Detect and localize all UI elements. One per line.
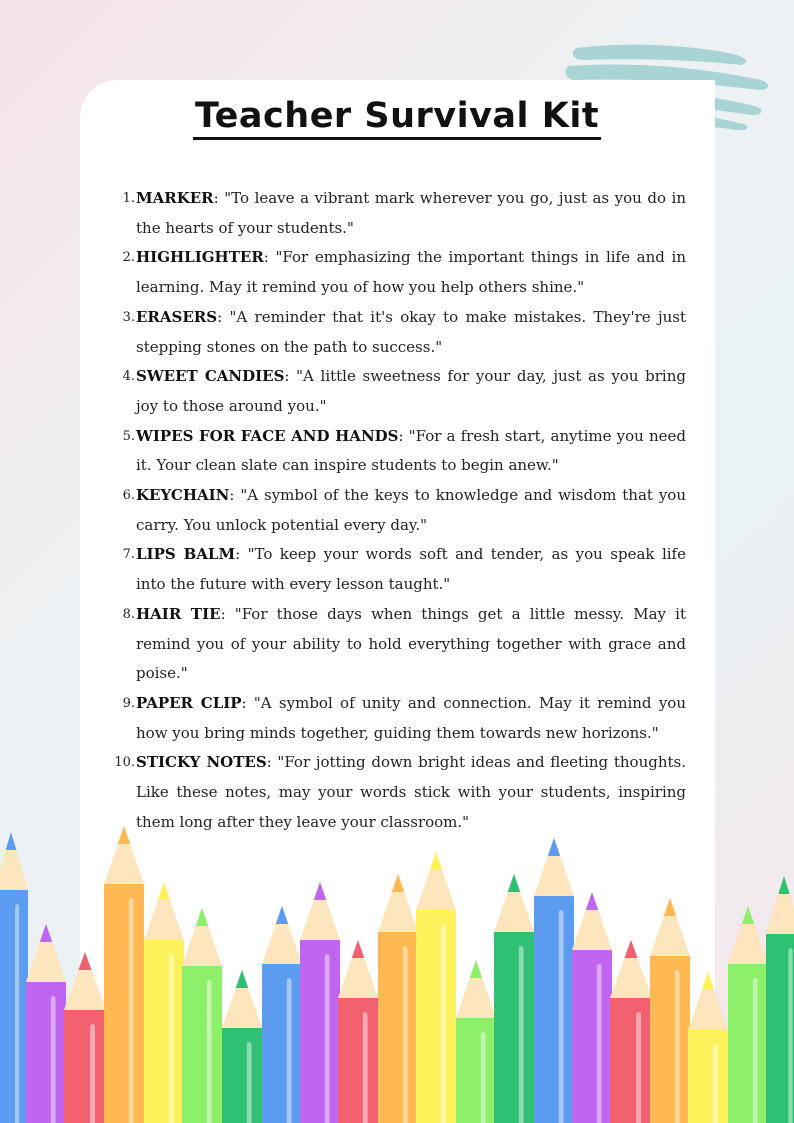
pencil-icon (416, 852, 456, 1123)
item-term: PAPER CLIP (136, 693, 242, 712)
pencil-icon (766, 876, 794, 1123)
pencil-icon (494, 874, 534, 1123)
item-term: ERASERS (136, 307, 218, 326)
item-term: MARKER (136, 189, 214, 207)
item-number: 7. (122, 547, 135, 563)
pencil-icon (650, 898, 690, 1123)
list-item (108, 540, 686, 599)
pencil-icon (262, 906, 302, 1123)
pencil-icon (378, 874, 418, 1123)
item-term: WIPES FOR FACE AND HANDS (136, 426, 399, 445)
pencil-icon (0, 832, 28, 1123)
pencil-icon (572, 892, 612, 1123)
pencil-icon (456, 960, 496, 1123)
pencil-icon (534, 838, 574, 1123)
pencil-icon (688, 972, 728, 1123)
item-description: : "For emphasizing the important things in life and in learning. May it remind you of how you help others shine." (136, 248, 686, 297)
list-item (108, 184, 686, 243)
item-number: 2. (122, 250, 135, 266)
item-number: 6. (122, 488, 135, 504)
pencil-icon (300, 882, 340, 1123)
item-description: : "For those days when things get a little messy. May it remind you of your ability to hold everything together with grace and poise." (136, 604, 686, 683)
item-number: 8. (122, 606, 135, 622)
item-description: : "To leave a vibrant mark wherever you go, just as you do in the hearts of your students." (136, 189, 686, 237)
list-item (108, 303, 686, 362)
pencil-icon (104, 826, 144, 1123)
list-item (108, 422, 686, 481)
item-description: : "A reminder that it's okay to make mistakes. They're just stepping stones on the path to success." (136, 307, 686, 356)
item-description: : "For a fresh start, anytime you need it. Your clean slate can inspire students to begin anew." (136, 426, 686, 475)
pencil-icon (728, 906, 768, 1123)
item-term: HAIR TIE (136, 604, 221, 623)
item-number: 1. (122, 191, 135, 206)
pencil-icon (182, 908, 222, 1123)
pencil-icon (610, 940, 652, 1123)
pencil-icon (222, 970, 262, 1123)
pencil-icon (26, 924, 66, 1123)
colored-pencils-illustration (0, 820, 794, 1123)
item-number: 9. (122, 695, 135, 711)
item-description: : "A symbol of the keys to knowledge and wisdom that you carry. You unlock potential every day." (136, 486, 686, 534)
item-term: KEYCHAIN (136, 486, 230, 505)
item-description: : "A symbol of unity and connection. May it remind you how you bring minds together, guiding them towards new horizons." (136, 693, 686, 742)
item-number: 4. (122, 369, 135, 385)
list-item (108, 362, 686, 421)
item-number: 3. (122, 309, 135, 325)
list-item (108, 689, 686, 748)
item-description: : "To keep your words soft and tender, as you speak life into the future with every lesson taught." (136, 545, 686, 594)
survival-kit-list (108, 184, 686, 837)
item-description: : "A little sweetness for your day, just as you bring joy to those around you." (136, 367, 686, 415)
pencil-icon (144, 882, 184, 1123)
page-title: Teacher Survival Kit (0, 96, 794, 136)
item-term: HIGHLIGHTER (136, 248, 264, 267)
item-term: LIPS BALM (136, 545, 236, 564)
item-number: 5. (122, 428, 135, 444)
list-item (108, 481, 686, 540)
item-term: SWEET CANDIES (136, 367, 285, 386)
item-number: 10. (114, 755, 135, 771)
list-item (108, 243, 686, 302)
item-description: : "For jotting down bright ideas and fleeting thoughts. Like these notes, may your words stick with your students, inspiring them long after they leave your classroom." (136, 753, 686, 831)
pencil-icon (64, 952, 106, 1123)
pencil-icon (338, 940, 378, 1123)
item-term: STICKY NOTES (136, 753, 267, 772)
list-item (108, 600, 686, 689)
